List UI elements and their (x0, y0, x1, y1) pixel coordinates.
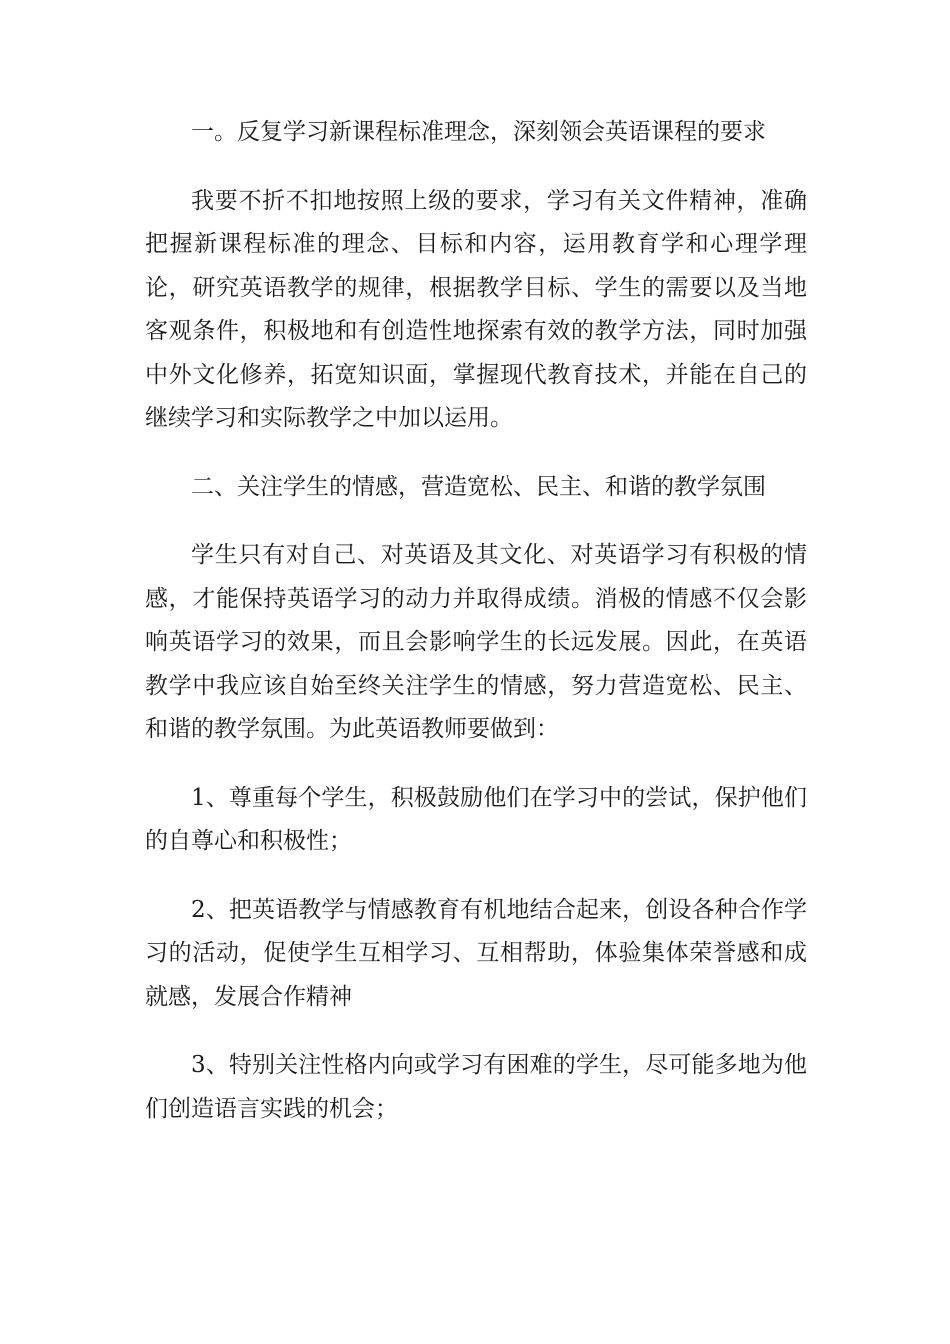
section-heading-1: 一。反复学习新课程标准理念，深刻领会英语课程的要求 (191, 119, 766, 145)
paragraph-1: 我要不折不扣地按照上级的要求，学习有关文件精神，准确把握新课程标准的理念、目标和内容，运用教育学和心理学理论，研究英语教学的规律，根据教学目标、学生的需要以及当地客观条件，积极地和有创造性地探索有效的教学方法，同时加强中外文化修养，拓宽知识面，掌握现代教育技术，并能在自己的继续学习和实际教学之中加以运用。 (145, 187, 807, 431)
list-item-3: 3、特别关注性格内向或学习有困难的学生，尽可能多地为他们创造语言实践的机会； (145, 1052, 807, 1122)
document-body (145, 111, 807, 1156)
section-heading-2: 二、关注学生的情感，营造宽松、民主、和谐的教学氛围 (191, 473, 766, 500)
list-item-1: 1、尊重每个学生，积极鼓励他们在学习中的尝试，保护他们的自尊心和积极性； (145, 784, 807, 854)
paragraph-2: 学生只有对自己、对英语及其文化、对英语学习有积极的情感，才能保持英语学习的动力并取得成绩。消极的情感不仅会影响英语学习的效果，而且会影响学生的长远发展。因此，在英语教学中我应该自始至终关注学生的情感，努力营造宽松、民主、和谐的教学氛围。为此英语教师要做到： (145, 542, 807, 742)
list-item-2: 2、把英语教学与情感教育有机地结合起来，创设各种合作学习的活动，促使学生互相学习、互相帮助，体验集体荣誉感和成就感，发展合作精神 (145, 896, 807, 1010)
